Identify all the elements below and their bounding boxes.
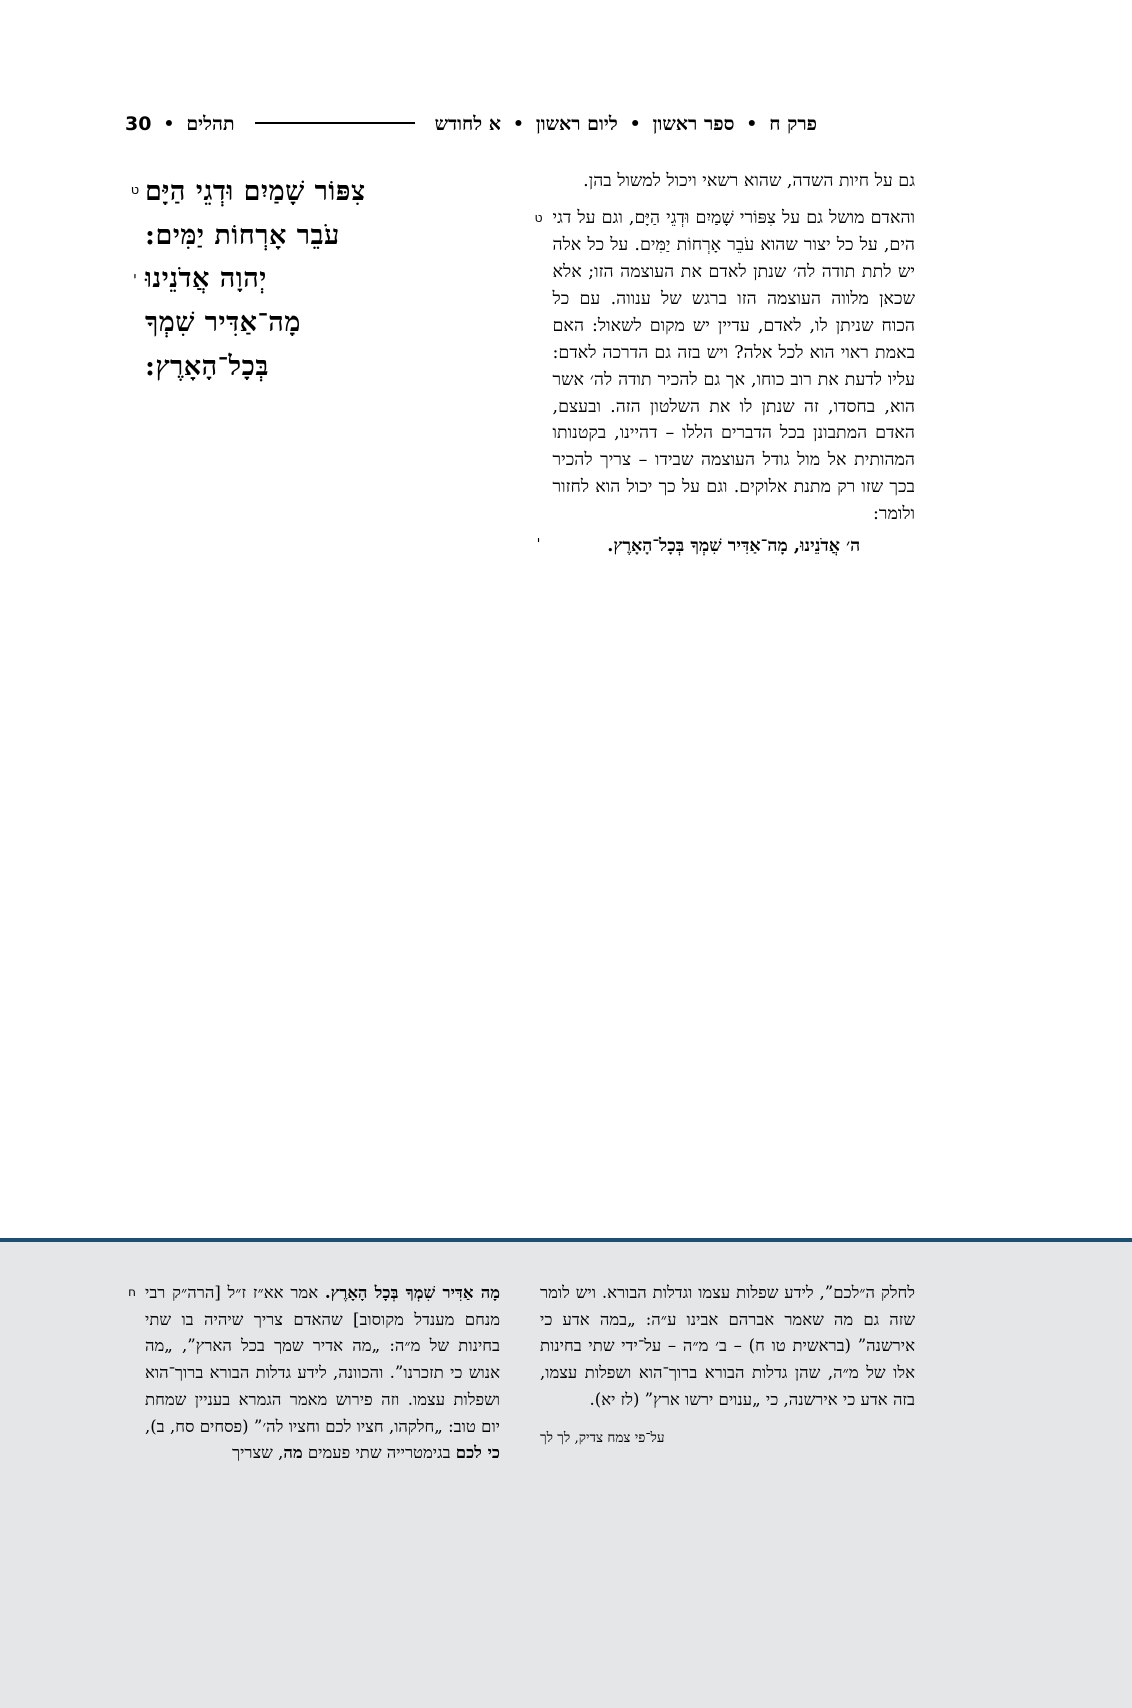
verse-line xyxy=(125,170,485,214)
footnote-marker: ח xyxy=(128,1285,136,1299)
header-rule xyxy=(255,121,415,124)
main-body xyxy=(125,168,915,560)
header-day-label: א לחודש xyxy=(434,112,501,135)
verse-line xyxy=(125,345,485,389)
footnote-column-left xyxy=(540,1280,915,1459)
verse-line xyxy=(125,257,485,301)
footnote-continuation-paragraph: לחלק ה״לכם”, לידע שפלות עצמו וגדלות הבורא. ויש לומר שזה גם מה שאמר אברהם אבינו ע״ה: „במה אדע כי אירשנה” (בראשית טו ח) – ב׳ מ״ה – על־ידי שתי בחינות אלו של מ״ה, שהן גדלות הבורא ברוך־הוא ושפלות עצמו, בזה אדע כי אירשנה, כי „ענוים ירשו ארץ” (לז יא). xyxy=(540,1283,915,1409)
verse-text: בְּכָל־הָאָרֶץ: xyxy=(145,350,269,382)
header-reading-label: ליום ראשון xyxy=(535,112,618,135)
header-section-label: ספר ראשון xyxy=(652,112,735,135)
footnote-bold-phrase-1: כי לכם xyxy=(455,1443,500,1463)
commentary-quote-body xyxy=(553,528,915,560)
verse-text: צִפּוֹר שָׁמַיִם וּדְגֵי הַיָּם xyxy=(145,176,366,207)
commentary-quote-marker: י xyxy=(537,533,540,549)
verse-line xyxy=(125,214,485,258)
verse-number-10: י xyxy=(133,270,137,286)
footnote-columns xyxy=(125,1280,915,1467)
footnote-block xyxy=(125,1280,500,1467)
footnote-bold-phrase-2: מה xyxy=(283,1443,303,1463)
footnote-panel xyxy=(0,1238,1132,1708)
commentary-paragraph: והאדם מושל גם על צִפּוֹרי שָׁמַיִם וּדְגֵי הַיָּם, וגם על דגי הים, על כל יצור שהוא עֹבֵר אָרְחוֹת יַמִּים. על כל אלה יש לתת תודה לה׳ שנתן לאדם את העוצמה הזו; אלא שכאן מלווה העוצמה הזו ברגש של ענווה. עם כל הכוח שניתן לו, לאדם, עדיין יש מקום לשאול: האם באמת ראוי הוא לכל אלה? ויש בזה גם הדרכה לאדם: עליו לדעת את רוב כוחו, אך גם להכיר תודה לה׳ אשר הוא, בחסדו, זה שנתן לו את השלטון הזה. ובעצם, האדם המתבונן בכל הדברים הללו – דהיינו, בקטנותו המהותית אל מול גודל העוצמה שבידו – צריך להכיר בכך שזו רק מתנת אלוקים. וגם על כך יכול הוא לחזור ולומר: xyxy=(552,207,915,525)
footnote-text-part-3: , שצריך xyxy=(231,1443,284,1463)
verse-text: יְהוָה אֲדֹנֵינוּ xyxy=(145,263,267,295)
commentary-opening-paragraph: גם על חיות השדה, שהוא רשאי ויכול למשול בהן. xyxy=(583,171,915,191)
header-bullet-2: • xyxy=(512,114,524,134)
commentary-block xyxy=(531,205,915,528)
commentary-quote-text: ה׳ אֲדֹנֵינוּ, מָה־אַדִּיר שִׁמְךָ בְּכָל־הָאָרֶץ. xyxy=(607,536,861,557)
verse-column xyxy=(125,168,485,389)
footnote-source-attribution: על־פי צמח צדיק, לך לך xyxy=(540,1429,665,1446)
header-bullet-3: • xyxy=(629,114,641,134)
book-title: תהלים xyxy=(186,112,235,135)
page-number: 30 xyxy=(125,113,152,135)
footnote-paragraph xyxy=(145,1280,500,1467)
running-header xyxy=(125,104,1007,144)
commentary-verse-marker: ט xyxy=(534,209,543,225)
commentary-closing-quote-block xyxy=(531,528,915,560)
commentary-block-body xyxy=(553,205,915,528)
header-bullet-1: • xyxy=(163,114,175,134)
verse-number-9: ט xyxy=(130,183,140,198)
verse-text: מָה־אַדִּיר שִׁמְךָ xyxy=(145,307,301,339)
header-bullet-4: • xyxy=(746,114,758,134)
footnote-text-part-2: בגימטרייה שתי פעמים xyxy=(302,1443,456,1463)
footnote-column-right xyxy=(125,1280,500,1467)
verse-line xyxy=(125,301,485,345)
footnote-lemma: מָה אַדִּיר שִׁמְךָ בְּכָל הָאָרֶץ. xyxy=(324,1283,500,1302)
header-chapter-label: פרק ח xyxy=(769,112,817,135)
verse-text: עֹבֵר אָרְחוֹת יַמִּים: xyxy=(145,219,340,251)
footnote-text-part-1: אמר אא״ז ז״ל [הרה״ק רבי מנחם מענדל מקוסוב] שהאדם צריך שיהיה בו שתי בחינות של מ״ה: „מה אדיר שמך בכל הארץ”, „מה אנוש כי תזכרנו”. והכוונה, לידע גדלות הבורא ברוך־הוא ושפלות עצמו. וזה פירוש מאמר הגמרא בעניין שמחת יום טוב: „חלקהו, חציו לכם וחציו לה׳” (פסחים סח, ב), xyxy=(145,1283,500,1436)
commentary-column xyxy=(531,168,915,560)
